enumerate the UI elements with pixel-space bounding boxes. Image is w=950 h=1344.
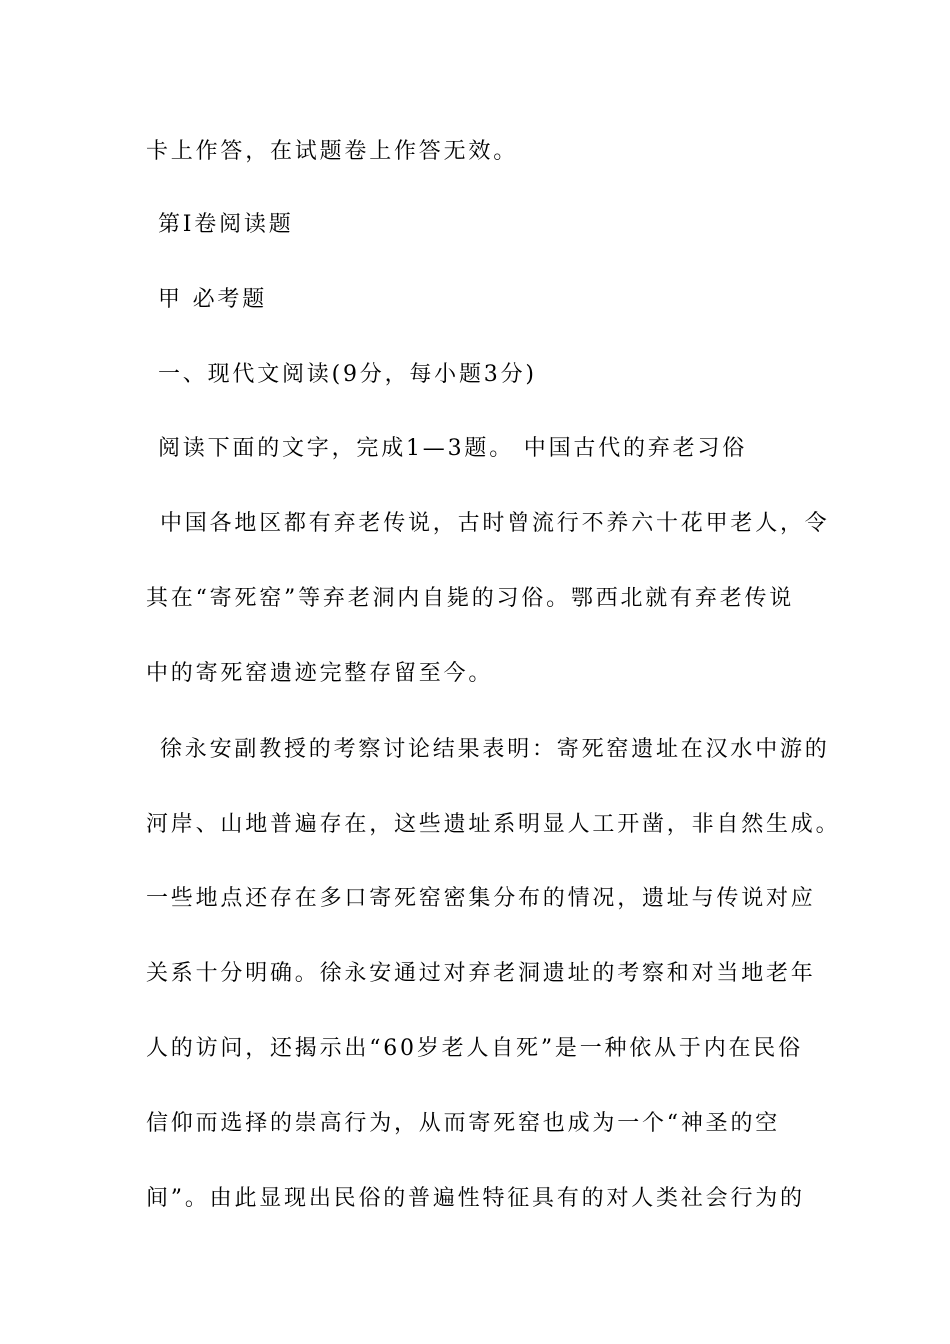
reading-instruction-and-title: 阅读下面的文字，完成1—3题。 中国古代的弃老习俗 xyxy=(158,436,747,461)
paragraph-2-line-1: 徐永安副教授的考察讨论结果表明：寄死窑遗址在汉水中游的 xyxy=(160,737,830,762)
paragraph-2-line-4: 关系十分明确。徐永安通过对弃老洞遗址的考察和对当地老年 xyxy=(146,961,816,986)
paragraph-2-line-2: 河岸、山地普遍存在，这些遗址系明显人工开凿，非自然生成。 xyxy=(146,812,841,837)
paragraph-1-line-2: 其在“寄死窑”等弃老洞内自毙的习俗。鄂西北就有弃老传说 xyxy=(146,586,795,611)
section-heading-volume-1: 第Ⅰ卷阅读题 xyxy=(158,212,294,237)
paragraph-2-line-3: 一些地点还存在多口寄死窑密集分布的情况，遗址与传说对应 xyxy=(146,886,816,911)
text-line-1: 卡上作答，在试题卷上作答无效。 xyxy=(146,139,519,164)
section-heading-required: 甲 必考题 xyxy=(158,287,267,312)
question-heading-reading: 一、现代文阅读(9分，每小题3分) xyxy=(158,362,537,387)
paragraph-2-line-7: 间”。由此显现出民俗的普遍性特征具有的对人类社会行为的 xyxy=(146,1186,805,1211)
paragraph-1-line-1: 中国各地区都有弃老传说，古时曾流行不养六十花甲老人，令 xyxy=(160,511,830,536)
paragraph-2-line-6: 信仰而选择的崇高行为，从而寄死窑也成为一个“神圣的空 xyxy=(146,1111,781,1136)
paragraph-1-line-3: 中的寄死窑遗迹完整存留至今。 xyxy=(146,661,494,686)
paragraph-2-line-5: 人的访问，还揭示出“60岁老人自死”是一种依从于内在民俗 xyxy=(146,1036,803,1061)
